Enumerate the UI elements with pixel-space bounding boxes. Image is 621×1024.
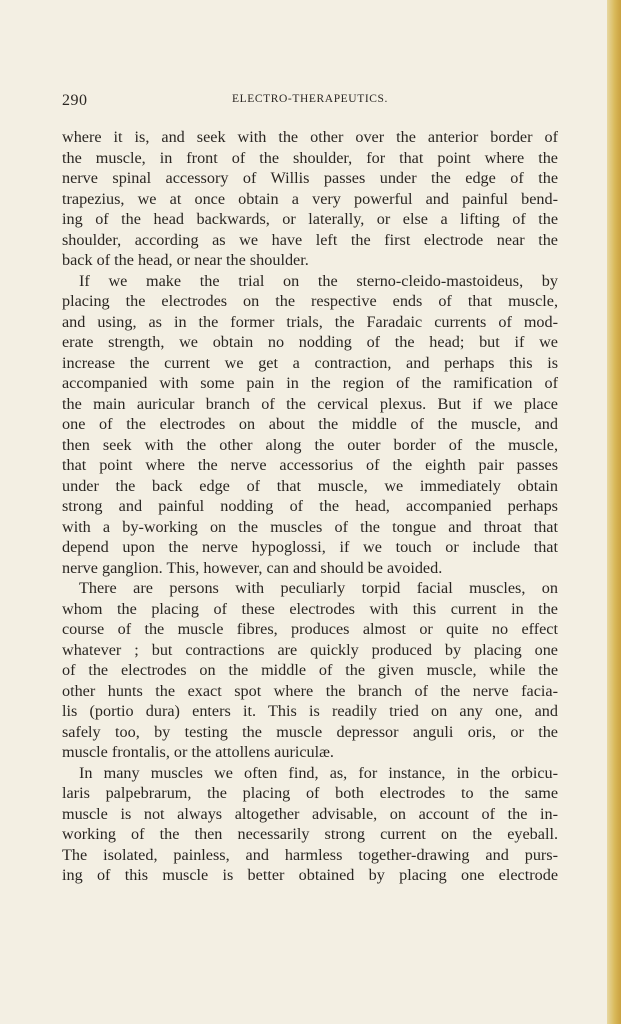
text-line: laris palpebrarum, the placing of both electrodes to the same <box>62 784 558 802</box>
text-line: that point where the nerve accessorius of the eighth pair passes <box>62 456 558 474</box>
page-header <box>62 92 558 112</box>
body-text <box>62 127 558 886</box>
text-line: muscle frontalis, or the attollens auriculæ. <box>62 743 334 761</box>
text-line: trapezius, we at once obtain a very powerful and painful bend- <box>62 189 558 208</box>
text-line: other hunts the exact spot where the branch of the nerve facia- <box>62 681 558 700</box>
text-line: back of the head, or near the shoulder. <box>62 251 309 269</box>
text-line: safely too, by testing the muscle depressor anguli oris, or the <box>62 722 558 741</box>
text-line: the main auricular branch of the cervical plexus. But if we place <box>62 394 558 413</box>
text-line: ing of this muscle is better obtained by placing one electrode <box>62 866 558 884</box>
text-line: whatever ; but contractions are quickly produced by placing one <box>62 640 558 659</box>
text-line: In many muscles we often find, as, for instance, in the orbicu- <box>79 763 558 782</box>
text-line: the muscle, in front of the shoulder, for that point where the <box>62 148 558 167</box>
text-line: If we make the trial on the sterno-cleido-mastoideus, by <box>79 271 558 290</box>
text-line: with a by-working on the muscles of the tongue and throat that <box>62 517 558 536</box>
page-number: 290 <box>62 92 88 109</box>
text-line: working of the then necessarily strong current on the eyeball. <box>62 825 558 843</box>
page-edge <box>607 0 621 1024</box>
text-line: of the electrodes on the middle of the given muscle, while the <box>62 661 558 679</box>
text-line: nerve ganglion. This, however, can and should be avoided. <box>62 558 443 577</box>
text-line: erate strength, we obtain no nodding of the head; but if we <box>62 333 558 351</box>
text-line: There are persons with peculiarly torpid facial muscles, on <box>79 579 558 597</box>
text-line: course of the muscle fibres, produces almost or quite no effect <box>62 620 558 638</box>
text-line: depend upon the nerve hypoglossi, if we touch or include that <box>62 538 558 556</box>
text-line: then seek with the other along the outer border of the muscle, <box>62 435 558 454</box>
text-line: lis (portio dura) enters it. This is readily tried on any one, and <box>62 702 558 720</box>
text-line: strong and painful nodding of the head, accompanied perhaps <box>62 497 558 515</box>
text-line: nerve spinal accessory of Willis passes under the edge of the <box>62 169 558 187</box>
text-line: The isolated, painless, and harmless together-drawing and purs- <box>62 845 558 864</box>
text-line: under the back edge of that muscle, we immediately obtain <box>62 476 558 495</box>
text-line: placing the electrodes on the respective ends of that muscle, <box>62 292 558 310</box>
text-line: and using, as in the former trials, the Faradaic currents of mod- <box>62 312 558 331</box>
text-line: accompanied with some pain in the region of the ramification of <box>62 374 558 392</box>
text-line: where it is, and seek with the other over the anterior border of <box>62 128 558 146</box>
text-line: muscle is not always altogether advisable, on account of the in- <box>62 804 558 823</box>
text-line: shoulder, according as we have left the first electrode near the <box>62 230 558 249</box>
running-head: ELECTRO-THERAPEUTICS. <box>231 93 389 105</box>
text-line: increase the current we get a contraction, and perhaps this is <box>62 353 558 372</box>
text-line: whom the placing of these electrodes with this current in the <box>62 599 558 618</box>
text-line: ing of the head backwards, or laterally, or else a lifting of the <box>62 210 558 228</box>
text-line: one of the electrodes on about the middle of the muscle, and <box>62 415 558 433</box>
